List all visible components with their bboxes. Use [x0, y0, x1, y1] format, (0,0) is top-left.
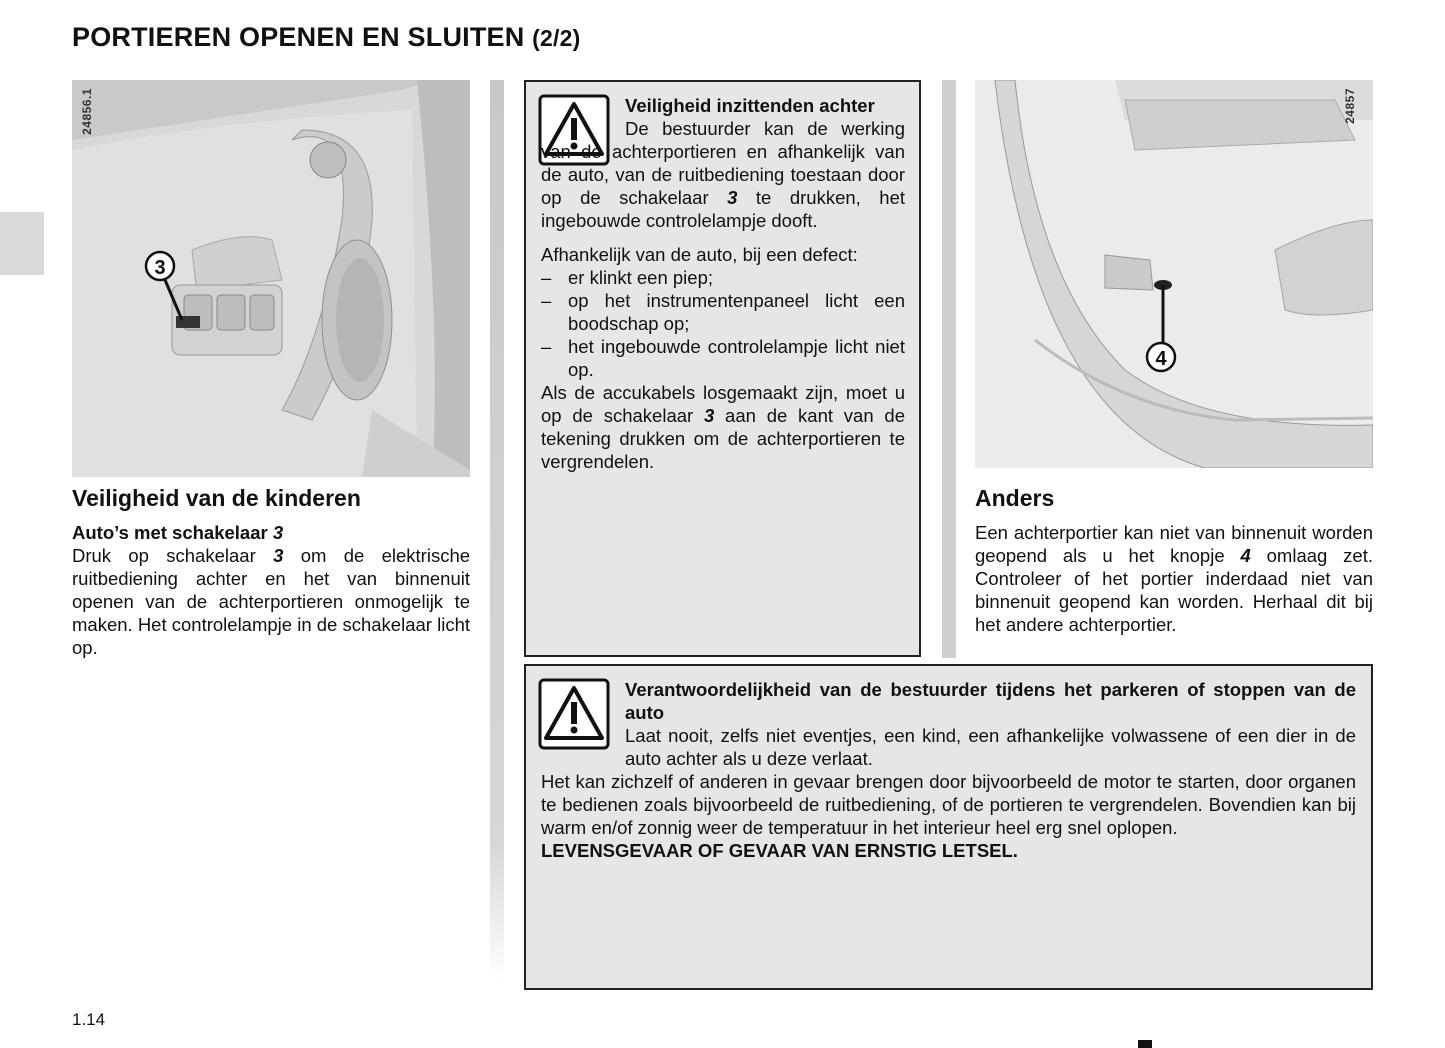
- rear-safety-p3: [541, 381, 905, 473]
- list-item: – er klinkt een piep;: [541, 266, 905, 289]
- door-switch-illustration: [72, 80, 470, 477]
- child-safety-text-1: Druk op schakelaar: [72, 545, 256, 566]
- driver-responsibility-warning-box: [524, 664, 1373, 990]
- driver-box-p3: LEVENSGEVAAR OF GEVAAR VAN ERNSTIG LETSEL.: [541, 840, 1018, 861]
- child-safety-subheading-label: Auto’s met schakelaar: [72, 522, 268, 543]
- list-item: – het ingebouwde controlelampje licht niet op.: [541, 335, 905, 381]
- driver-box-title: Verantwoordelijkheid van de bestuurder tijdens het parkeren of stoppen van de auto: [625, 679, 1356, 723]
- rear-safety-p3-ref: 3: [703, 405, 715, 426]
- rear-safety-p2-intro: Afhankelijk van de auto, bij een defect:: [541, 244, 858, 265]
- anders-heading: Anders: [975, 485, 1055, 511]
- page-title-main: PORTIEREN OPENEN EN SLUITEN: [72, 22, 525, 52]
- figure-ref-code-right: 24857: [1343, 88, 1357, 124]
- anders-text-1: Een achterportier kan niet van binnenuit worden geopend als u het knopje: [975, 522, 1373, 566]
- figure-ref-code-left: 24856.1: [80, 88, 94, 135]
- door-knob-illustration: [975, 80, 1373, 468]
- child-safety-heading: Veiligheid van de kinderen: [72, 485, 361, 511]
- page-corner-mark: [1138, 1040, 1152, 1048]
- rear-safety-p1-ref: 3: [727, 187, 738, 208]
- anders-ref: 4: [1240, 545, 1251, 566]
- rear-safety-p1-b: te drukken, het ingebouwde controlelampje dooft.: [541, 187, 905, 231]
- rear-safety-p3-b: aan de kant van de tekening drukken om de achterportieren te vergrendelen.: [541, 405, 905, 472]
- driver-responsibility-text: [541, 678, 1356, 862]
- column-divider-right: [942, 80, 956, 658]
- callout-3-label: 3: [154, 257, 166, 279]
- rear-safety-title: Veiligheid inzittenden achter: [625, 95, 875, 116]
- column-divider-left: [490, 80, 504, 980]
- rear-safety-p1: [541, 117, 905, 232]
- child-safety-text: [72, 521, 470, 659]
- chapter-tab: [0, 212, 44, 275]
- driver-box-p1: Laat nooit, zelfs niet eventjes, een kind, een afhankelijke volwassene of een dier in de auto achter als u deze verlaat.: [625, 725, 1356, 769]
- callout-4-label: 4: [1155, 348, 1167, 370]
- rear-safety-defect-list: [541, 266, 905, 381]
- child-safety-text-2: om de elektrische ruitbediening achter en het van binnenuit openen van de achterportieren onmogelijk te maken. Het controlelampje in de schakelaar licht op.: [72, 545, 471, 658]
- rear-safety-warning-box: [524, 80, 921, 657]
- driver-box-p2: Het kan zichzelf of anderen in gevaar brengen door bijvoorbeeld de motor te starten, door organen te bedienen zoals bijvoorbeeld de ruitbediening, of de portieren te vergrendelen. Bovendien kan bij warm en/of zonnig weer de temperatuur in het interieur heel erg snel oplopen.: [541, 771, 1356, 838]
- child-safety-paragraph: [72, 544, 470, 659]
- anders-text-2: omlaag zet. Controleer of het portier inderdaad niet van binnenuit geopend kan worden. Herhaal dit bij het andere achterportier.: [975, 545, 1373, 635]
- list-item: – op het instrumentenpaneel licht een boodschap op;: [541, 289, 905, 335]
- child-safety-subheading: [72, 521, 470, 544]
- rear-safety-p3-a: Als de accukabels losgemaakt zijn, moet u op de schakelaar: [541, 382, 905, 426]
- rear-safety-p1-a: De bestuurder kan de werking van de achterportieren en afhankelijk van de auto, van de ruitbediening toestaan door op de schakelaar: [541, 118, 905, 208]
- page-title-suffix: (2/2): [532, 25, 581, 51]
- door-edge-drawing: [975, 80, 1373, 468]
- child-safety-ref: 3: [273, 545, 284, 566]
- rear-safety-text: [541, 94, 905, 473]
- child-safety-subheading-ref: 3: [272, 522, 284, 543]
- door-panel-drawing: [72, 80, 470, 477]
- page-title: [72, 22, 580, 53]
- anders-text: [975, 521, 1373, 636]
- page-number: 1.14: [72, 1010, 106, 1029]
